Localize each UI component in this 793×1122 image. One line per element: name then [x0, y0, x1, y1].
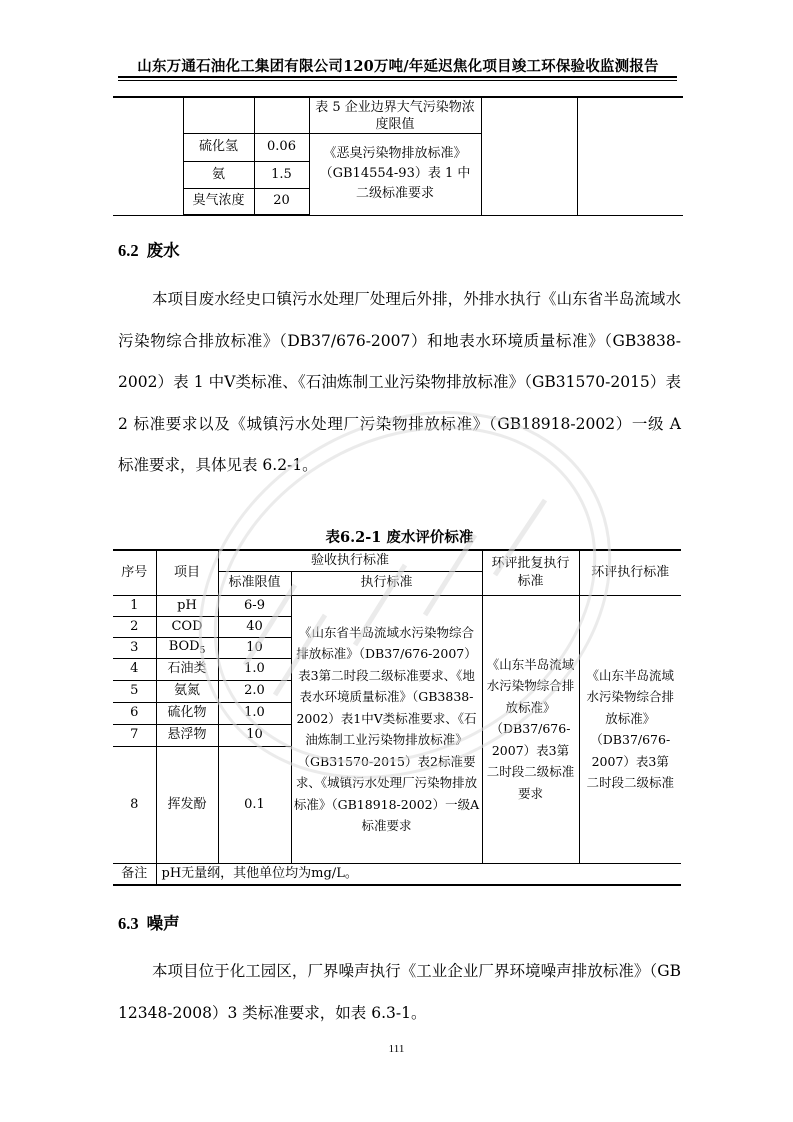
header-approval: 环评批复执行标准: [482, 550, 579, 595]
row-item: 氨氮: [156, 680, 218, 702]
row-limit: 1.0: [218, 658, 291, 680]
cont-top-fragment: 表 5 企业边界大气污染物浓度限值: [309, 97, 481, 133]
table-caption: 表6.2-1 废水评价标准: [325, 529, 474, 546]
cont-empty-cell: [481, 97, 577, 215]
section-heading-6-2: [118, 237, 180, 261]
cont-item: 硫化氢: [183, 133, 254, 161]
section-6-2-paragraph: 本项目废水经史口镇污水处理厂处理后外排，外排水执行《山东省半岛流域水污染物综合排放标准》（DB37/676-2007）和地表水环境质量标准》（GB3838-2002）表 1 中Ⅴ类标准、《石油炼制工业污染物排放标准》（GB31570-2015）表 2 标准要求以及《城镇污水处理厂污染物排放标准》（GB18918-2002）一级 A 标准要求，具体见表 6.2-1。: [118, 290, 681, 474]
cont-standard: 《恶臭污染物排放标准》（GB14554-93）表 1 中二级标准要求: [309, 133, 481, 215]
bod-label: BOD: [168, 639, 200, 654]
cont-empty-cell: [183, 97, 254, 133]
row-item: pH: [156, 595, 218, 616]
row-limit: 10: [218, 637, 291, 658]
header-standard: 执行标准: [291, 571, 482, 595]
section-number: 6.3: [118, 914, 139, 933]
wastewater-standards-table: [113, 549, 681, 886]
row-no: 3: [113, 637, 156, 658]
row-item: 挥发酚: [156, 746, 218, 863]
header-eia: 环评执行标准: [579, 550, 681, 595]
section-6-3-paragraph: 本项目位于化工园区，厂界噪声执行《工业企业厂界环境噪声排放标准》（GB 12348-2008）3 类标准要求，如表 6.3-1。: [118, 962, 681, 1022]
row-item: 悬浮物: [156, 724, 218, 746]
report-header-title: 山东万通石油化工集团有限公司120万吨/年延迟焦化项目竣工环保验收监测报告: [137, 58, 659, 75]
row-no: 4: [113, 658, 156, 680]
header-limit: 标准限值: [218, 571, 291, 595]
eia-standard-text: 《山东半岛流域水污染物综合排放标准》（DB37/676-2007）表3第二时段二级标准: [579, 595, 681, 863]
note-label: 备注: [113, 863, 156, 885]
header-rule-thin: [118, 80, 677, 81]
cont-empty-cell: [113, 97, 183, 215]
page-number: 111: [388, 1043, 405, 1055]
row-item: [156, 637, 218, 658]
approval-standard-text: 《山东半岛流域水污染物综合排放标准》（DB37/676-2007）表3第二时段二级标准要求: [482, 595, 579, 863]
row-item: 石油类: [156, 658, 218, 680]
row-no: 5: [113, 680, 156, 702]
row-limit: 6-9: [218, 595, 291, 616]
row-no: 8: [113, 746, 156, 863]
row-no: 7: [113, 724, 156, 746]
cont-item: 臭气浓度: [183, 188, 254, 215]
continuation-table: [113, 96, 683, 216]
row-no: 6: [113, 702, 156, 724]
row-limit: 2.0: [218, 680, 291, 702]
note-text: pH无量纲，其他单位均为mg/L。: [156, 863, 681, 885]
cont-limit: 0.06: [254, 133, 309, 161]
acceptance-standard-text: 《山东省半岛流域水污染物综合排放标准》（DB37/676-2007）表3第二时段二级标准要求、《地表水环境质量标准》（GB3838-2002）表1中Ⅴ类标准要求、《石油炼制工业污染物排放标准》（GB31570-2015）表2标准要求、《城镇污水处理厂污染物排放标准》（GB18918-2002）一级A标准要求: [291, 595, 482, 863]
header-rule: [118, 76, 677, 78]
row-limit: 1.0: [218, 702, 291, 724]
cont-empty-cell: [254, 97, 309, 133]
header-no: 序号: [113, 550, 156, 595]
row-limit: 40: [218, 616, 291, 637]
row-no: 2: [113, 616, 156, 637]
section-title: 噪声: [146, 914, 180, 933]
header-item: 项目: [156, 550, 218, 595]
row-item: COD: [156, 616, 218, 637]
row-item: 硫化物: [156, 702, 218, 724]
row-limit: 10: [218, 724, 291, 746]
row-limit: 0.1: [218, 746, 291, 863]
section-number: 6.2: [118, 241, 139, 260]
cont-limit: 20: [254, 188, 309, 215]
cont-limit: 1.5: [254, 161, 309, 188]
bod-subscript: 5: [199, 646, 206, 656]
section-title: 废水: [146, 241, 180, 260]
header-acceptance: 验收执行标准: [218, 550, 482, 571]
cont-empty-cell: [577, 97, 683, 215]
row-no: 1: [113, 595, 156, 616]
cont-item: 氨: [183, 161, 254, 188]
section-heading-6-3: [118, 910, 180, 934]
